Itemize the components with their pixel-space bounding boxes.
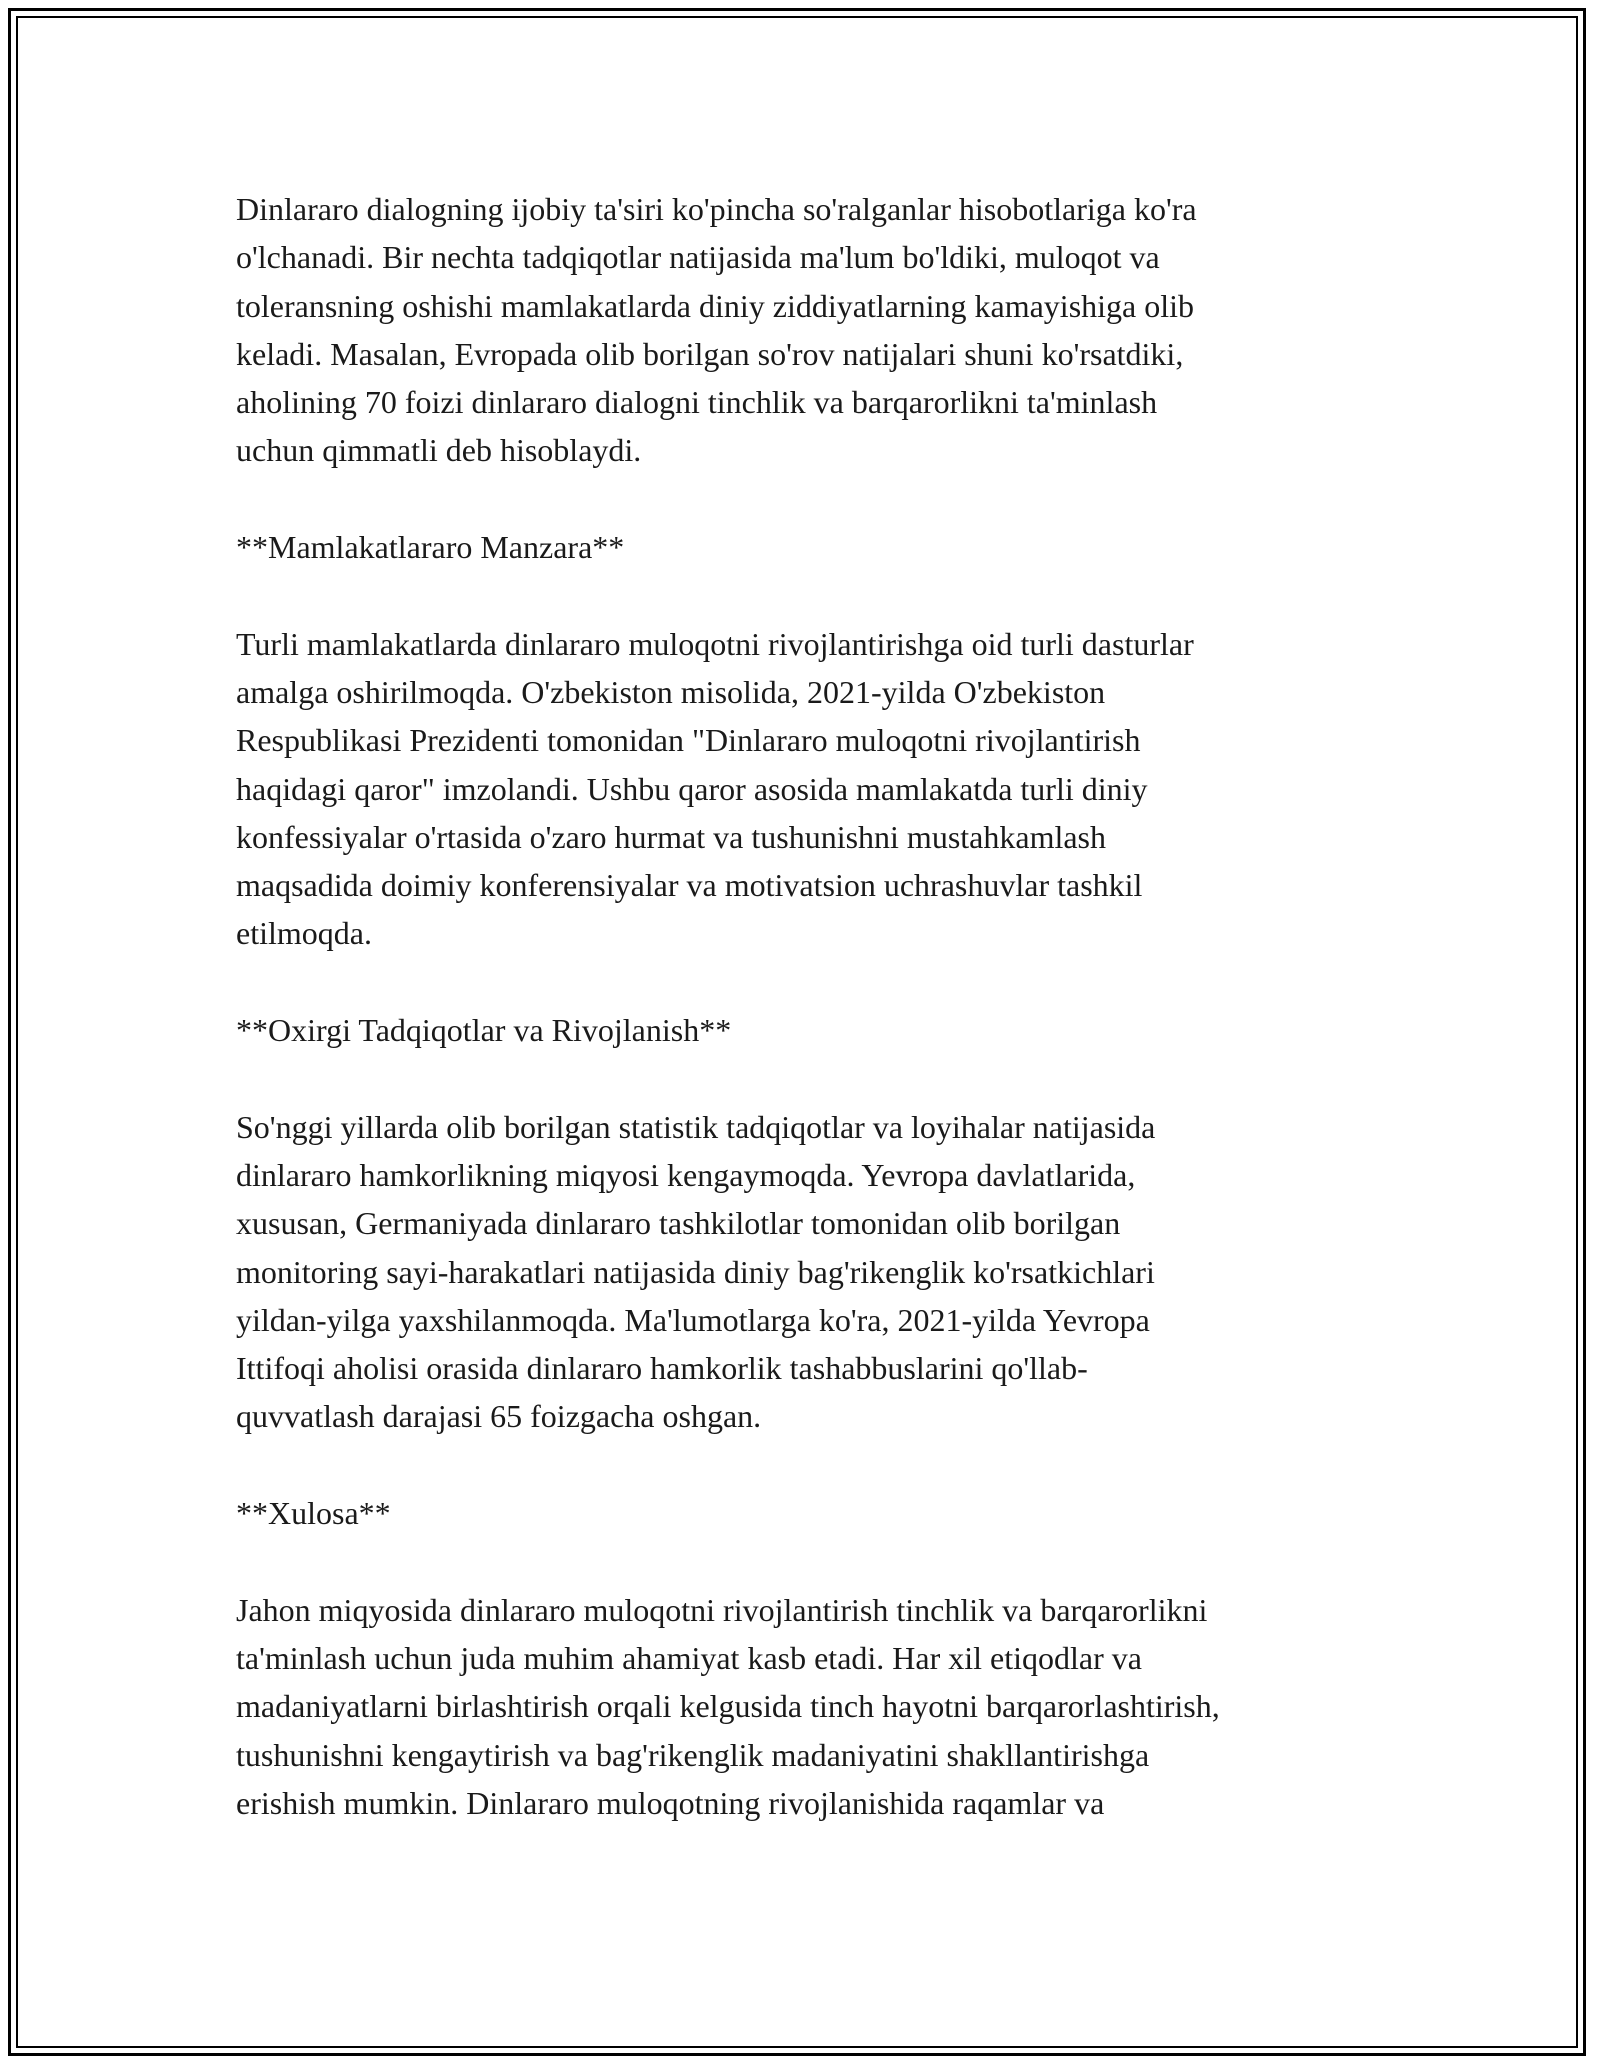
paragraph-conclusion — [236, 1586, 1376, 1827]
paragraph-spacer — [236, 1537, 1376, 1585]
paragraph-spacer — [236, 958, 1376, 1006]
text-line: erishish mumkin. Dinlararo muloqotning rivojlanishida raqamlar va — [236, 1784, 1105, 1821]
text-line: haqidagi qaror" imzolandi. Ushbu qaror asosida mamlakatda turli diniy — [236, 770, 1148, 807]
text-line: uchun qimmatli deb hisoblaydi. — [236, 432, 642, 469]
text-line: ta'minlash uchun juda muhim ahamiyat kasb etadi. Har xil etiqodlar va — [236, 1639, 1142, 1676]
paragraph-spacer — [236, 475, 1376, 523]
text-line: aholining 70 foizi dinlararo dialogni tinchlik va barqarorlikni ta'minlash — [236, 384, 1158, 421]
text-line: Dinlararo dialogning ijobiy ta'siri ko'pincha so'ralganlar hisobotlariga ko'ra — [236, 191, 1197, 227]
text-line: toleransning oshishi mamlakatlarda diniy ziddiyatlarning kamayishiga olib — [236, 287, 1195, 324]
section-heading-research — [236, 1006, 1376, 1054]
text-line: Ittifoqi aholisi orasida dinlararo hamkorlik tashabbuslarini qo'llab- — [236, 1350, 1088, 1387]
text-line: keladi. Masalan, Evropada olib borilgan so'rov natijalari shuni ko'rsatdiki, — [236, 335, 1184, 372]
text-line: etilmoqda. — [236, 915, 372, 952]
text-line: monitoring sayi-harakatlari natijasida diniy bag'rikenglik ko'rsatkichlari — [236, 1253, 1155, 1290]
text-line: tushunishni kengaytirish va bag'rikenglik madaniyatini shakllantirishga — [236, 1736, 1150, 1773]
text-line: amalga oshirilmoqda. O'zbekiston misolida, 2021-yilda O'zbekiston — [236, 673, 1106, 710]
section-heading-conclusion — [236, 1489, 1376, 1537]
heading-text: **Oxirgi Tadqiqotlar va Rivojlanish** — [236, 1012, 732, 1049]
paragraph-intro — [236, 185, 1376, 475]
text-line: Respublikasi Prezidenti tomonidan "Dinlararo muloqotni rivojlantirish — [236, 722, 1141, 759]
text-line: xususan, Germaniyada dinlararo tashkilotlar tomonidan olib borilgan — [236, 1205, 1121, 1242]
paragraph-spacer — [236, 1054, 1376, 1102]
text-line: Jahon miqyosida dinlararo muloqotni rivojlantirish tinchlik va barqarorlikni — [236, 1591, 1208, 1628]
text-line: Turli mamlakatlarda dinlararo muloqotni rivojlantirishga oid turli dasturlar — [236, 625, 1194, 662]
heading-text: **Xulosa** — [236, 1495, 391, 1532]
text-line: maqsadida doimiy konferensiyalar va motivatsion uchrashuvlar tashkil — [236, 867, 1143, 904]
paragraph-programs — [236, 620, 1376, 958]
text-line: So'nggi yillarda olib borilgan statistik tadqiqotlar va loyihalar natijasida — [236, 1108, 1156, 1145]
text-line: madaniyatlarni birlashtirish orqali kelgusida tinch hayotni barqarorlashtirish, — [236, 1688, 1220, 1725]
text-line: yildan-yilga yaxshilanmoqda. Ma'lumotlarga ko'ra, 2021-yilda Yevropa — [236, 1301, 1150, 1338]
document-body — [236, 185, 1376, 1827]
text-line: quvvatlash darajasi 65 foizgacha oshgan. — [236, 1398, 762, 1435]
paragraph-research — [236, 1103, 1376, 1441]
paragraph-spacer — [236, 571, 1376, 619]
section-heading-manzara — [236, 523, 1376, 571]
text-line: dinlararo hamkorlikning miqyosi kengaymoqda. Yevropa davlatlarida, — [236, 1156, 1136, 1193]
text-line: o'lchanadi. Bir nechta tadqiqotlar natijasida ma'lum bo'ldiki, muloqot va — [236, 239, 1160, 276]
paragraph-spacer — [236, 1441, 1376, 1489]
heading-text: **Mamlakatlararo Manzara** — [236, 529, 625, 566]
text-line: konfessiyalar o'rtasida o'zaro hurmat va tushunishni mustahkamlash — [236, 818, 1106, 855]
